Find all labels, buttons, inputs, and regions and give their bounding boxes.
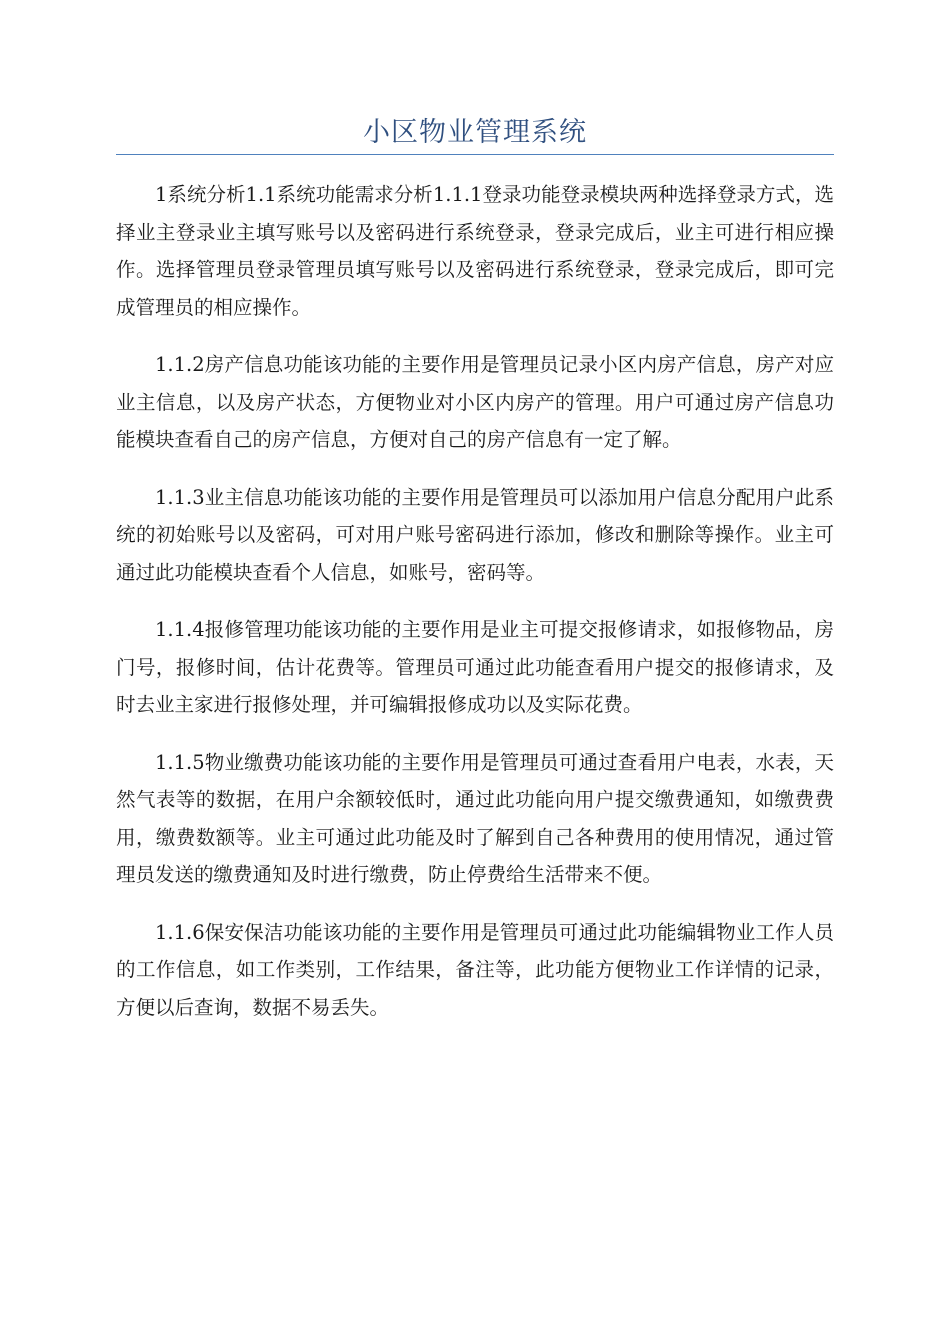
document-title: 小区物业管理系统 — [363, 117, 587, 148]
document-body — [116, 176, 834, 1046]
paragraph-owner-info: 1.1.3业主信息功能该功能的主要作用是管理员可以添加用户信息分配用户此系统的初始账号以及密码，可对用户账号密码进行添加，修改和删除等操作。业主可通过此功能模块查看个人信息，如账号，密码等。 — [116, 485, 834, 584]
paragraph-login-function: 1系统分析1.1系统功能需求分析1.1.1登录功能登录模块两种选择登录方式，选择业主登录业主填写账号以及密码进行系统登录，登录完成后，业主可进行相应操作。选择管理员登录管理员填写账号以及密码进行系统登录，登录完成后，即可完成管理员的相应操作。 — [116, 183, 834, 319]
title-underline — [116, 154, 834, 155]
paragraph-security-cleaning: 1.1.6保安保洁功能该功能的主要作用是管理员可通过此功能编辑物业工作人员的工作信息，如工作类别，工作结果，备注等，此功能方便物业工作详情的记录，方便以后查询，数据不易丢失。 — [116, 920, 834, 1019]
paragraph-property-info: 1.1.2房产信息功能该功能的主要作用是管理员记录小区内房产信息，房产对应业主信息，以及房产状态，方便物业对小区内房产的管理。用户可通过房产信息功能模块查看自己的房产信息，方便对自己的房产信息有一定了解。 — [116, 353, 834, 451]
paragraph-property-fees: 1.1.5物业缴费功能该功能的主要作用是管理员可通过查看用户电表，水表，天然气表等的数据，在用户余额较低时，通过此功能向用户提交缴费通知，如缴费费用，缴费数额等。业主可通过此功能及时了解到自己各种费用的使用情况，通过管理员发送的缴费通知及时进行缴费，防止停费给生活带来不便。 — [116, 750, 834, 886]
paragraph-repair-management: 1.1.4报修管理功能该功能的主要作用是业主可提交报修请求，如报修物品，房门号，报修时间，估计花费等。管理员可通过此功能查看用户提交的报修请求，及时去业主家进行报修处理，并可编辑报修成功以及实际花费。 — [116, 618, 834, 716]
